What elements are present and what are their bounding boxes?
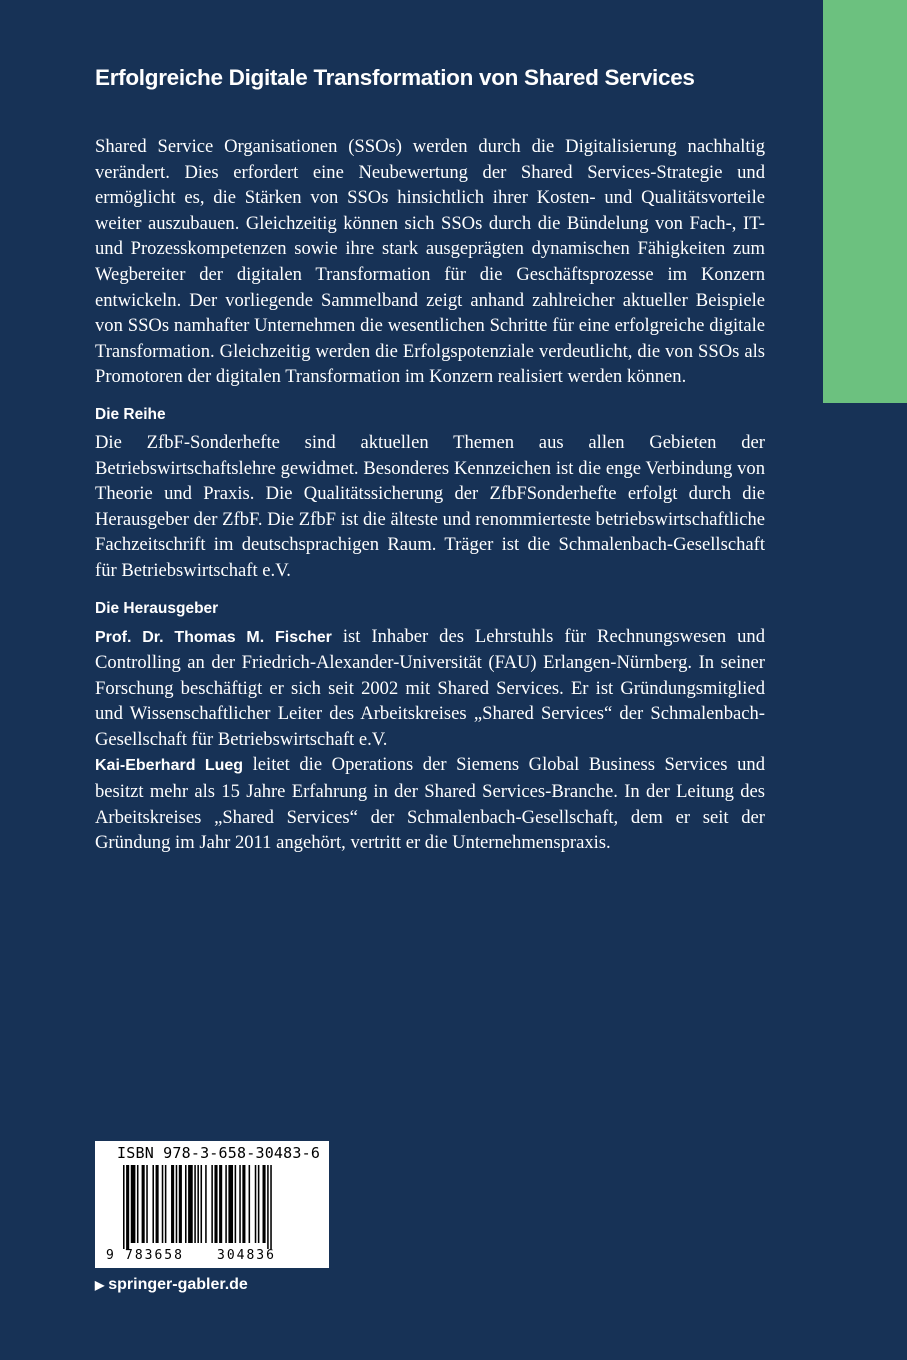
barcode-bar (152, 1165, 154, 1243)
barcode-bar (211, 1165, 213, 1243)
barcode-bar (123, 1165, 125, 1249)
reihe-paragraph: Die ZfbF-Sonderhefte sind aktuellen Themen aus allen Gebieten der Betriebswirtschaftslehre gewidmet. Besonderes Kennzeichen ist die enge Verbindung von Theorie und Praxis. Die Qualitätssicherung der ZfbFSonderhefte erfolgt durch die Herausgeber der ZfbF. Die ZfbF ist die älteste und renommierteste betriebswirtschaftliche Fachzeitschrift im deutschsprachigen Raum. Träger ist die Schmalenbach-Gesellschaft für Betriebswirtschaft e.V. (95, 431, 765, 581)
editor1-name: Prof. Dr. Thomas M. Fischer (95, 628, 332, 646)
barcode-bar (242, 1165, 245, 1243)
arrow-right-icon: ▶ (95, 1278, 105, 1292)
barcode-bar (228, 1165, 233, 1243)
barcode-bar (137, 1165, 139, 1243)
accent-stripe (823, 0, 907, 403)
isbn-label: ISBN 978-3-658-30483-6 (117, 1144, 321, 1162)
barcode-digits-left: 783658 (125, 1248, 184, 1263)
barcode-bar (179, 1165, 182, 1243)
book-title: Erfolgreiche Digitale Transformation von Shared Services (95, 65, 695, 90)
publisher-website-link[interactable] (95, 1276, 248, 1294)
barcode-bar (188, 1165, 193, 1243)
barcode-bar (219, 1165, 222, 1243)
barcode-bar (263, 1165, 266, 1243)
barcode-bar (165, 1165, 167, 1243)
barcode-bar (258, 1165, 260, 1243)
editor2-paragraph (95, 752, 765, 855)
barcode-bar (146, 1165, 148, 1243)
editor1-bio: ist Inhaber des Lehrstuhls für Rechnungswesen und Controlling an der Friedrich-Alexander-Universität (FAU) Erlangen-Nürnberg. In seiner Forschung beschäftigt er sich seit 2002 mit Shared Services. Er ist Gründungsmitglied und Wissenschaftlicher Leiter des Arbeitskreises „Shared Services“ der Schmalenbach-Gesellschaft für Betriebswirtschaft e.V. (95, 625, 765, 750)
barcode-bars (123, 1165, 272, 1249)
barcode-bar (156, 1165, 159, 1243)
section-heading-reihe: Die Reihe (95, 405, 166, 423)
barcode-bar (235, 1165, 237, 1243)
isbn-barcode-box (95, 1141, 329, 1268)
barcode-digits-right: 304836 (217, 1248, 276, 1263)
barcode-bar (131, 1165, 136, 1243)
barcode-bar (214, 1165, 217, 1243)
barcode-bar (225, 1165, 227, 1243)
barcode-bar (255, 1165, 257, 1243)
editor1-paragraph (95, 624, 765, 753)
barcode-bar (239, 1165, 241, 1243)
intro-paragraph: Shared Service Organisationen (SSOs) werden durch die Digitalisierung nachhaltig verändert. Dies erfordert eine Neubewertung der Shared Services-Strategie und ermöglicht es, die Stärken von SSOs hinsichtlich ihrer Kosten- und Qualitätsvorteile weiter auszubauen. Gleichzeitig können sich SSOs durch die Bündelung von Fach-, IT- und Prozesskompetenzen sowie ihre stark ausgeprägten dynamischen Fähigkeiten zum Wegbereiter der digitalen Transformation für die Geschäftsprozesse im Konzern entwickeln. Der vorliegende Sammelband zeigt anhand zahlreicher aktueller Beispiele von SSOs namhafter Unternehmen die wesentlichen Schritte für eine erfolgreiche digitale Transformation. Gleichzeitig werden die Erfolgspotenziale verdeutlicht, die von SSOs als Promotoren der digitalen Transformation im Konzern realisiert werden können. (95, 136, 765, 388)
barcode-bar (249, 1165, 251, 1243)
website-text: springer-gabler.de (108, 1276, 248, 1293)
barcode-bar (194, 1165, 196, 1243)
back-cover-text (95, 62, 765, 856)
barcode-bar (197, 1165, 199, 1243)
editor2-name: Kai-Eberhard Lueg (95, 757, 244, 775)
barcode-bar (142, 1165, 145, 1243)
editor2-bio: leitet die Operations der Siemens Global Business Services und besitzt mehr als 15 Jahre Erfahrung in der Shared Services-Branche. In der Leitung des Arbeitskreises „Shared Services“ der Schmalenbach-Gesellschaft, dem er seit der Gründung im Jahr 2011 angehört, vertritt er die Unternehmenspraxis. (95, 754, 765, 854)
barcode-bar (171, 1165, 174, 1243)
barcode-bar (126, 1165, 129, 1249)
barcode-bar (201, 1165, 203, 1243)
barcode (95, 1141, 329, 1268)
barcode-bar (176, 1165, 178, 1243)
barcode-bar (267, 1165, 269, 1249)
section-heading-herausgeber: Die Herausgeber (95, 599, 219, 617)
barcode-bar (270, 1165, 272, 1249)
barcode-digit-first: 9 (106, 1248, 114, 1263)
barcode-bar (205, 1165, 207, 1243)
barcode-bar (162, 1165, 164, 1243)
barcode-bar (185, 1165, 187, 1243)
